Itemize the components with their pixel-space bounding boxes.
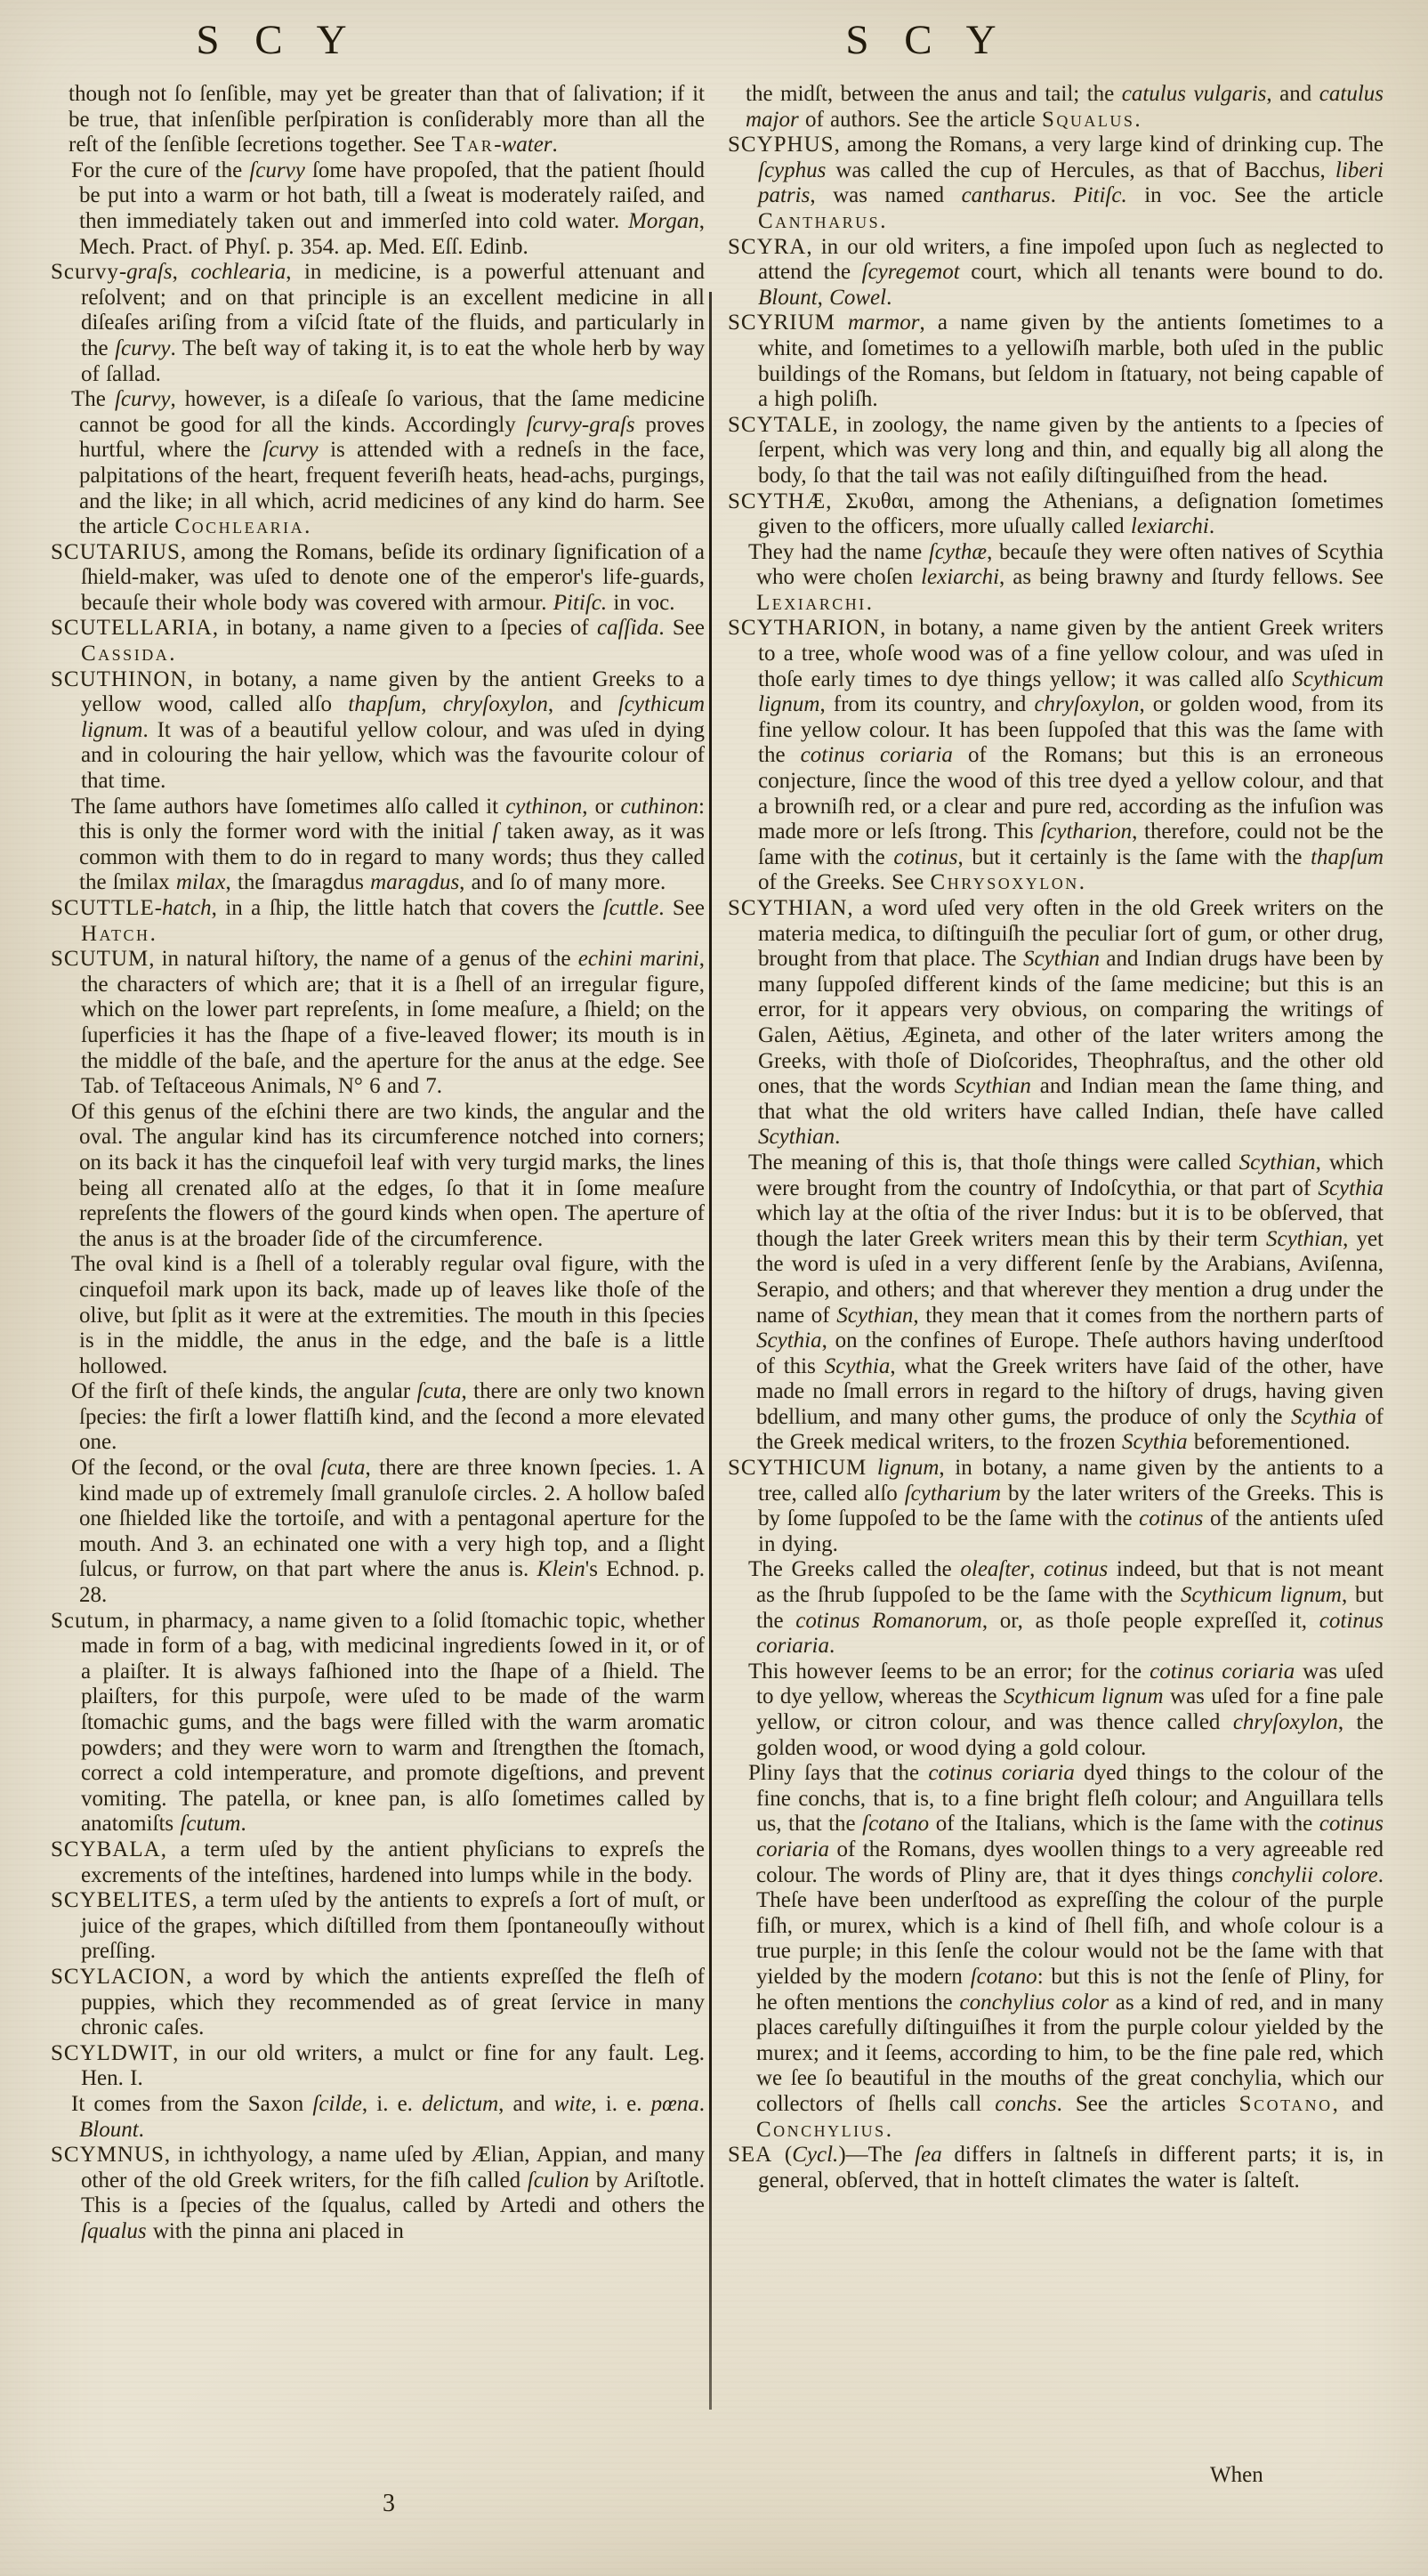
paragraph-scurvy-various: The ſcurvy, however, is a diſeaſe ſo various, that the ſame medicine cannot be good for all the kinds. Accordingly ſcurvy-graſs proves hurtful, where the ſcurvy is attended with a redneſs in the face, palpitations of the heart, frequent feveriſh heats, head-achs, purgings, and the like; in all which, acrid medicines of any kind do harm. See the article Cochlearia. <box>71 387 706 539</box>
entry-scybelites: SCYBELITES, a term uſed by the antients to expreſs a ſort of muſt, or juice of the grapes, which diſtilled from them ſpontaneouſly without preſſing. <box>51 1888 705 1964</box>
entry-scyldwit: SCYLDWIT, in our old writers, a mulct or fine for any fault. Leg. Hen. I. <box>51 2040 705 2091</box>
entry-scutum-pharmacy: Scutum, in pharmacy, a name given to a ſolid ſtomachic topic, whether made in form of a bag, with medicinal ingredients ſowed in it, or of a plaiſter. It is always faſhioned into the ſhape of a ſhield. The plaiſters, for this purpoſe, were uſed to be made of the warm ſtomachic gums, and the bags were filled with the warm aromatic powders; and they were worn to warm and ſtrengthen the ſtomach, correct a cold intemperature, and promote digeſtions, and prevent vomiting. The patella, or knee pan, is alſo ſometimes called by anatomiſts ſcutum. <box>51 1608 705 1837</box>
entry-scylacion: SCYLACION, a word by which the antients expreſſed the fleſh of puppies, which they recommended as of great ſervice in many chronic caſes. <box>51 1964 705 2040</box>
entry-sea: SEA (Cycl.)—The ſea differs in ſaltneſs in different parts; it is, in general, obſerved, that in hotteſt climates the water is ſalteſt. <box>728 2143 1384 2192</box>
text-column-right <box>728 82 1384 2193</box>
running-head-right: S C Y <box>845 17 1009 63</box>
entry-scyrium: SCYRIUM marmor, a name given by the antients ſometimes to a white, and ſometimes to a yellowiſh marble, both uſed in the public buildings of the Romans, but ſeldom in ſtatuary, not being capable of a high poliſh. <box>728 311 1384 412</box>
entry-scyphus: SCYPHUS, among the Romans, a very large kind of drinking cup. The ſcyphus was called the cup of Hercules, as that of Bacchus, liberi patris, was named cantharus. Pitiſc. in voc. See the article Cantharus. <box>728 133 1384 233</box>
page-signature: 3 <box>383 2490 395 2517</box>
entry-scytharion: SCYTHARION, in botany, a name given by the antient Greek writers to a tree, whoſe wood was of a fine yellow colour, and was uſed in thoſe early times to dye things yellow; it was called alſo Scythicum lignum, from its country, and chryſoxylon, or golden wood, from its fine yellow colour. It has been ſuppoſed that this was the ſame with the cotinus coriaria of the Romans; but this is an erroneous conjecture, ſince the wood of this tree dyed a yellow colour, and that a browniſh red, or a clear and pure red, according as the infuſion was made more or leſs ſtrong. This ſcytharion, therefore, could not be the ſame with the cotinus, but it certainly is the ſame with the thapſum of the Greeks. See Chrysoxylon. <box>728 616 1384 895</box>
text-column-left <box>51 82 705 2244</box>
paragraph-cythinon: The ſame authors have ſometimes alſo called it cythinon, or cuthinon: this is only the former word with the initial ſ taken away, as it was common with them to do in regard to many words; thus they called the ſmilax milax, the ſmaragdus maragdus, and ſo of many more. <box>71 794 706 895</box>
paragraph-scymnus-continuation: the midſt, between the anus and tail; the catulus vulgaris, and catulus major of authors. See the article Squalus. <box>746 82 1384 132</box>
entry-scurvy-grass: Scurvy-graſs, cochlearia, in medicine, is a powerful attenuant and reſolvent; and on that principle is an excellent medicine in all diſeaſes ariſing from a viſcid ſtate of the fluids, and particularly in the ſcurvy. The beſt way of taking it, is to eat the whole herb by way of ſallad. <box>51 260 706 386</box>
paragraph-scurvy-cure: For the cure of the ſcurvy ſome have propoſed, that the patient ſhould be put into a warm or hot bath, till a ſweat is moderately raiſed, and then immediately taken out and immerſed into cold water. Morgan, Mech. Pract. of Phyſ. p. 354. ap. Med. Eſſ. Edinb. <box>71 157 706 259</box>
paragraph-eschini-two-kinds: Of this genus of the eſchini there are two kinds, the angular and the oval. The angular kind has its circumference notched into corners; on its back it has the cinquefoil leaf with very turgid marks, the lines being all crenated alſo at the edges, ſo that it in ſome meaſure repreſents the flowers of the gourd kinds when open. The aperture of the anus is at the broader ſide of the circumference. <box>71 1099 705 1251</box>
paragraph-pliny-cotinus: Pliny ſays that the cotinus coriaria dyed things to the colour of the fine conchs, that is, to a fine bright fleſh colour; and Anguillara tells us, that the ſcotano of the Italians, which is the ſame with the cotinus coriaria of the Romans, dyes woollen things to a very agreeable red colour. The words of Pliny are, that it dyes things conchylii colore. Theſe have been underſtood as expreſſing the colour of the purple fiſh, or murex, which is a kind of ſhell fiſh, and whoſe colour is a true purple; in this ſenſe the colour would not be the ſame with that yielded by the modern ſcotano: but this is not the ſenſe of Pliny, for he often mentions the conchylius color as a kind of red, and in many places carefully diſtinguiſhes it from the purple colour yielded by the murex; and it ſeems, according to him, to be the fine pale red, which we ſee ſo beautiful in the mouths of the great conchylia, which our collectors of ſhells call conchs. See the articles Scotano, and Conchylius. <box>748 1761 1384 2142</box>
paragraph-scyldwit-etymology: It comes from the Saxon ſcilde, i. e. delictum, and wite, i. e. pœna. Blount. <box>71 2091 706 2142</box>
running-head-left: S C Y <box>196 17 359 63</box>
entry-scythae: SCYTHÆ, Σκυθαι, among the Athenians, a deſignation ſometimes given to the officers, more uſually called lexiarchi. <box>728 489 1384 539</box>
paragraph-oval-scuta: Of the ſecond, or the oval ſcuta, there are three known ſpecies. 1. A kind made up of extremely ſmall granuloſe circles. 2. A hollow baſed one ſhielded like the tortoiſe, and with a pentagonal aperture for the mouth. And 3. an echinated one with a very high top, and a ſlight ſulcus, or furrow, on that part where the anus is. Klein's Echnod. p. 28. <box>71 1456 705 1608</box>
paragraph-cotinus-error: This however ſeems to be an error; for the cotinus coriaria was uſed to dye yellow, whereas the Scythicum lignum was uſed for a fine pale yellow, or citron colour, and was thence called chryſoxylon, the golden wood, or wood dying a gold colour. <box>748 1659 1384 1760</box>
entry-scutellaria: SCUTELLARIA, in botany, a name given to a ſpecies of caſſida. See Cassida. <box>51 616 705 666</box>
paragraph-scythian-meaning: The meaning of this is, that thoſe things were called Scythian, which were brought from the country of Indoſcythia, or that part of Scythia which lay at the oſtia of the river Indus: but it is to be obſerved, that though the later Greek writers mean this by their term Scythian, yet the word is uſed in a very different ſenſe by the Arabians, Aviſenna, Serapio, and others; and that wherever they mention a drug under the name of Scythian, they mean that it comes from the northern parts of Scythia, on the confines of Europe. Theſe authors having underſtood of this Scythia, what the Greek writers have ſaid of the other, have made no ſmall errors in regard to the hiſtory of drugs, having given bdellium, and many other gums, the produce of only the Scythia of the Greek medical writers, to the frozen Scythia beforementioned. <box>748 1150 1384 1455</box>
paragraph-scurvy-continuation: though not ſo ſenſible, may yet be greater than that of ſalivation; if it be true, that inſenſible perſpiration is conſiderably more than all the reſt of the ſenſible ſecretions together. See Tar-water. <box>69 82 705 157</box>
entry-scuttle-hatch: SCUTTLE-hatch, in a ſhip, the little hatch that covers the ſcuttle. See Hatch. <box>51 896 705 946</box>
paragraph-angular-scuta: Of the firſt of theſe kinds, the angular ſcuta, there are only two known ſpecies: the firſt a lower flattiſh kind, and the ſecond a more elevated one. <box>71 1379 705 1455</box>
paragraph-oval-kind: The oval kind is a ſhell of a tolerably regular oval figure, with the cinquefoil mark upon its back, made up of leaves like thoſe of the olive, but ſplit as it were at the extremities. The mouth in this ſpecies is in the middle, the anus in the edge, and the baſe is a little hollowed. <box>71 1252 705 1378</box>
entry-scybala: SCYBALA, a term uſed by the antient phyſicians to expreſs the excrements of the inteſtines, hardened into lumps while in the body. <box>51 1837 705 1887</box>
paragraph-scythae-name: They had the name ſcythæ, becauſe they were often natives of Scythia who were choſen lexiarchi, as being brawny and ſturdy fellows. See Lexiarchi. <box>748 539 1384 615</box>
entry-scutum-natural-history: SCUTUM, in natural hiſtory, the name of a genus of the echini marini, the characters of which are; that it is a ſhell of an irregular figure, which on the lower part repreſents, in ſome meaſure, a ſhield; on the ſuperficies it has the ſhape of a five-leaved flower; its mouth is in the middle of the baſe, and the aperture for the anus at the edge. See Tab. of Teſtaceous Animals, N° 6 and 7. <box>51 947 705 1099</box>
catchword: When <box>1210 2463 1263 2487</box>
entry-scyra: SCYRA, in our old writers, a fine impoſed upon ſuch as neglected to attend the ſcyregemot court, which all tenants were bound to do. Blount, Cowel. <box>728 234 1384 310</box>
entry-scytale: SCYTALE, in zoology, the name given by the antients to a ſpecies of ſerpent, which was very long and thin, and equally big all along the body, ſo that the tail was not eaſily diſtinguiſhed from the head. <box>728 412 1384 488</box>
entry-scutarius: SCUTARIUS, among the Romans, beſide its ordinary ſignification of a ſhield-maker, was uſed to denote one of the emperor's life-guards, becauſe their whole body was covered with armour. Pitiſc. in voc. <box>51 539 705 615</box>
entry-scymnus: SCYMNUS, in ichthyology, a name uſed by Ælian, Appian, and many other of the old Greek writers, for the fiſh called ſculion by Ariſtotle. This is a ſpecies of the ſqualus, called by Artedi and others the ſqualus with the pinna ani placed in <box>51 2143 706 2243</box>
entry-scuthinon: SCUTHINON, in botany, a name given by the antient Greeks to a yellow wood, called alſo thapſum, chryſoxylon, and ſcythicum lignum. It was of a beautiful yellow colour, and was uſed in dying and in colouring the hair yellow, which was the favourite colour of that time. <box>51 666 706 794</box>
column-divider-rule <box>709 292 712 2410</box>
entry-scythicum-lignum: SCYTHICUM lignum, in botany, a name given by the antients to a tree, called alſo ſcytharium by the later writers of the Greeks. This is by ſome ſuppoſed to be the ſame with the cotinus of the antients uſed in dying. <box>728 1456 1384 1556</box>
paragraph-oleaster: The Greeks called the oleaſter, cotinus indeed, but that is not meant as the ſhrub ſuppoſed to be the ſame with the Scythicum lignum, but the cotinus Romanorum, or, as thoſe people expreſſed it, cotinus coriaria. <box>748 1557 1384 1659</box>
entry-scythian: SCYTHIAN, a word uſed very often in the old Greek writers on the materia medica, to diſtinguiſh the peculiar ſort of gum, or other drug, brought from that place. The Scythian and Indian drugs have been by many ſuppoſed different kinds of the ſame medicine; but this is an error, for it appears very obvious, on comparing the writings of Galen, Aëtius, Ægineta, and other of the later writers among the Greeks, with thoſe of Dioſcorides, Theophraſtus, and the other old ones, that the words Scythian and Indian mean the ſame thing, and that what the old writers have called Indian, theſe have called Scythian. <box>728 896 1384 1150</box>
